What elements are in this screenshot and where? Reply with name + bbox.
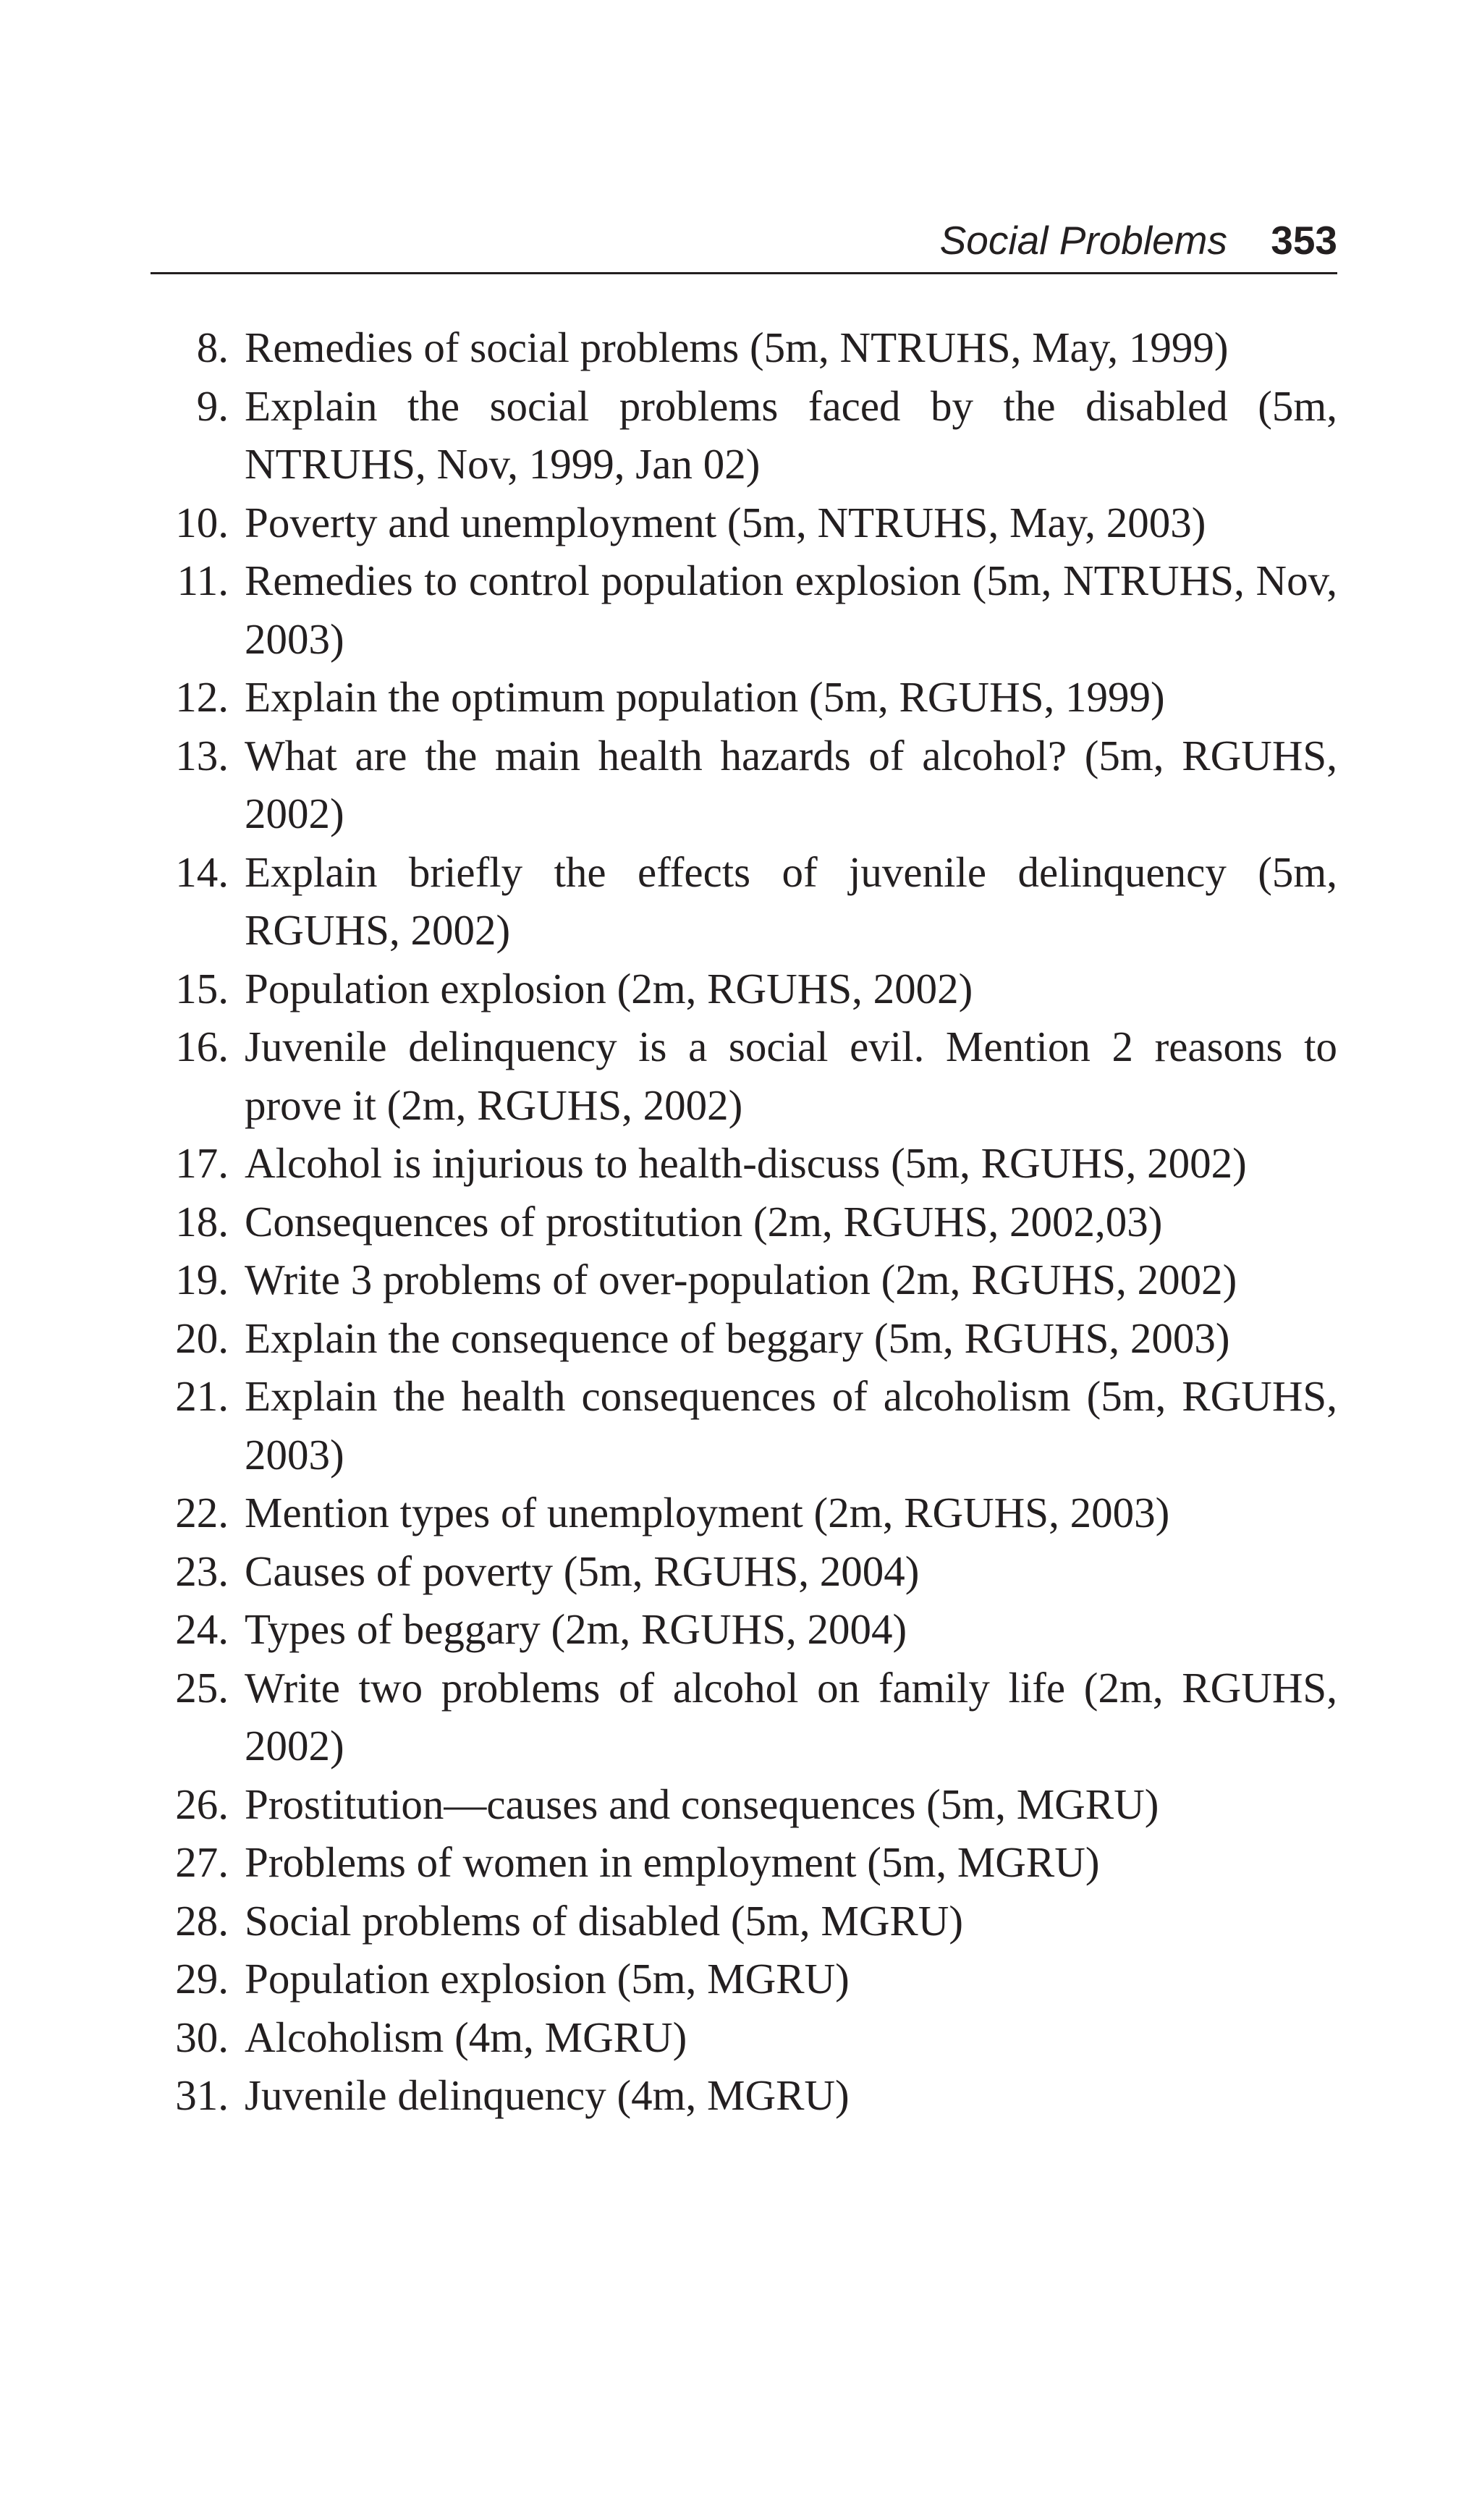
- question-text: Explain the health consequences of alcoholism (5m, RGUHS, 2003): [245, 1372, 1337, 1479]
- question-item: [151, 668, 1337, 727]
- question-number: 15.: [175, 964, 229, 1012]
- question-item: [151, 1367, 1337, 1484]
- question-number: 9.: [196, 381, 229, 430]
- question-item: [151, 1892, 1337, 1950]
- question-number: 14.: [175, 847, 229, 896]
- question-number: 25.: [175, 1663, 229, 1712]
- question-text: Write two problems of alcohol on family life (2m, RGUHS, 2002): [245, 1663, 1337, 1770]
- question-text: Explain briefly the effects of juvenile delinquency (5m, RGUHS, 2002): [245, 847, 1337, 954]
- question-text: Poverty and unemployment (5m, NTRUHS, May, 2003): [245, 498, 1206, 546]
- running-title: Social Problems: [939, 218, 1227, 263]
- question-item: [151, 551, 1337, 668]
- question-text: Problems of women in employment (5m, MGRU): [245, 1838, 1100, 1886]
- question-item: [151, 318, 1337, 377]
- question-number: 19.: [175, 1256, 229, 1303]
- question-number: 26.: [175, 1780, 229, 1828]
- question-item: [151, 1309, 1337, 1368]
- question-text: Write 3 problems of over-population (2m, RGUHS, 2002): [245, 1256, 1237, 1303]
- question-text: Types of beggary (2m, RGUHS, 2004): [245, 1605, 907, 1653]
- question-item: [151, 960, 1337, 1018]
- question-item: [151, 1484, 1337, 1542]
- question-text: Explain the optimum population (5m, RGUHS, 1999): [245, 673, 1165, 721]
- question-item: [151, 377, 1337, 494]
- question-number: 12.: [175, 673, 229, 721]
- question-item: [151, 1833, 1337, 1892]
- question-text: Explain the consequence of beggary (5m, RGUHS, 2003): [245, 1314, 1230, 1362]
- question-number: 21.: [175, 1372, 229, 1420]
- question-item: [151, 1134, 1337, 1193]
- question-text: Causes of poverty (5m, RGUHS, 2004): [245, 1547, 920, 1595]
- question-text: Social problems of disabled (5m, MGRU): [245, 1896, 964, 1945]
- question-item: [151, 843, 1337, 960]
- question-text: Explain the social problems faced by the disabled (5m, NTRUHS, Nov, 1999, Jan 02): [245, 381, 1337, 488]
- question-item: [151, 494, 1337, 552]
- question-number: 23.: [175, 1547, 229, 1595]
- question-item: [151, 2066, 1337, 2125]
- question-number: 28.: [175, 1896, 229, 1945]
- question-text: Remedies of social problems (5m, NTRUHS, May, 1999): [245, 324, 1229, 371]
- question-text: Consequences of prostitution (2m, RGUHS, 2002,03): [245, 1197, 1163, 1246]
- question-number: 16.: [175, 1023, 229, 1070]
- question-text: Mention types of unemployment (2m, RGUHS, 2003): [245, 1489, 1170, 1536]
- question-item: [151, 1659, 1337, 1775]
- question-item: [151, 727, 1337, 843]
- question-text: Juvenile delinquency is a social evil. Mention 2 reasons to prove it (2m, RGUHS, 2002): [245, 1023, 1337, 1129]
- page-number: 353: [1271, 218, 1337, 263]
- question-number: 17.: [175, 1139, 229, 1187]
- question-number: 24.: [175, 1605, 229, 1653]
- question-number: 22.: [175, 1489, 229, 1536]
- question-text: Population explosion (5m, MGRU): [245, 1955, 850, 2003]
- question-number: 11.: [177, 557, 229, 604]
- question-text: Prostitution—causes and consequences (5m, MGRU): [245, 1780, 1159, 1828]
- question-item: [151, 1950, 1337, 2008]
- running-header: [151, 211, 1337, 274]
- question-item: [151, 1542, 1337, 1601]
- question-text: Alcohol is injurious to health-discuss (5m, RGUHS, 2002): [245, 1139, 1247, 1187]
- question-item: [151, 1600, 1337, 1659]
- question-number: 13.: [175, 731, 229, 779]
- question-item: [151, 1775, 1337, 1834]
- question-number: 27.: [175, 1838, 229, 1886]
- question-item: [151, 1018, 1337, 1134]
- question-number: 30.: [175, 2013, 229, 2061]
- question-number: 29.: [175, 1955, 229, 2003]
- question-text: What are the main health hazards of alcohol? (5m, RGUHS, 2002): [245, 731, 1337, 837]
- question-item: [151, 2008, 1337, 2067]
- question-list: [151, 318, 1337, 2125]
- question-text: Alcoholism (4m, MGRU): [245, 2013, 687, 2061]
- question-number: 10.: [175, 498, 229, 546]
- question-number: 8.: [196, 324, 229, 371]
- question-text: Juvenile delinquency (4m, MGRU): [245, 2071, 850, 2119]
- question-text: Remedies to control population explosion (5m, NTRUHS, Nov, 2003): [245, 557, 1337, 663]
- question-text: Population explosion (2m, RGUHS, 2002): [245, 964, 973, 1012]
- question-item: [151, 1251, 1337, 1309]
- question-item: [151, 1193, 1337, 1251]
- question-number: 18.: [175, 1197, 229, 1246]
- question-number: 20.: [175, 1314, 229, 1362]
- question-number: 31.: [175, 2071, 229, 2119]
